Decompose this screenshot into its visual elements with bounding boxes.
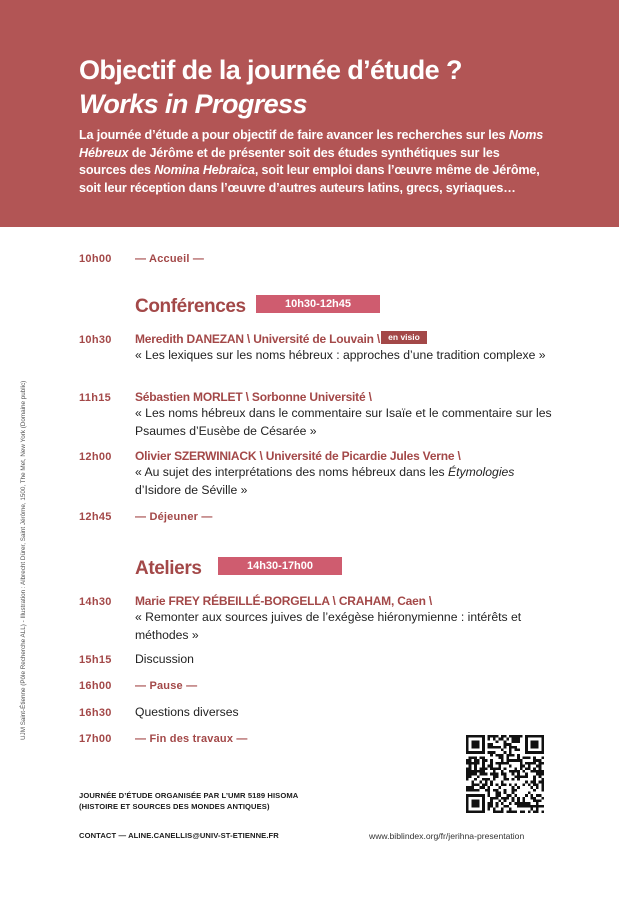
time-lunch: 12h45 (79, 511, 112, 523)
talk-conference-2: « Les noms hébreux dans le commentaire sur Isaïe et le commentaire sur les Psaumes d’Eusèbe de Césarée » (135, 406, 552, 438)
section-title-ateliers: Ateliers (135, 558, 202, 579)
time-discussion: 15h15 (79, 654, 112, 666)
speaker-conference-1: Meredith DANEZAN \ Université de Louvain \ (135, 332, 380, 346)
time-questions: 16h30 (79, 707, 112, 719)
speaker-conference-3: Olivier SZERWINIACK \ Université de Picardie Jules Verne \ (135, 449, 461, 463)
section-title-conferences: Conférences (135, 296, 246, 317)
page-title: Objectif de la journée d’étude ? (79, 55, 462, 85)
qr-code-icon[interactable] (466, 735, 544, 813)
organizer-line-1: JOURNÉE D’ÉTUDE ORGANISÉE PAR L’UMR 5189 HISOMA (79, 791, 299, 800)
time-end: 17h00 (79, 733, 112, 745)
accueil-label: — Accueil — (135, 253, 205, 265)
side-credit: UJM Saint-Étienne (Pôle Recherche ALL) - Illustration : Albrecht Dürer, Saint Jérôme, 1500, The Met, New York (Domaine public) (20, 380, 27, 740)
time-accueil: 10h00 (79, 253, 112, 265)
ateliers-hours-badge: 14h30-17h00 (218, 557, 342, 575)
end-label: — Fin des travaux — (135, 733, 248, 745)
organizer-line-2: (HISTOIRE ET SOURCES DES MONDES ANTIQUES) (79, 802, 270, 811)
talk-atelier-1: « Remonter aux sources juives de l’exégèse hiéronymienne : intérêts et méthodes » (135, 610, 522, 642)
questions-label: Questions diverses (135, 705, 239, 719)
intro-paragraph: La journée d’étude a pour objectif de faire avancer les recherches sur les Noms Hébreux de Jérôme et de présenter soit des études synthétiques sur les sources des Nomina Hebraica, soit leur emploi dans l’œuvre même de Jérôme, soit leur réception dans l’œuvre d’autres auteurs latins, grecs, syriaques… (79, 128, 544, 195)
talk-conference-3: « Au sujet des interprétations des noms hébreux dans les Étymologies d’Isidore de Séville » (135, 465, 515, 497)
speaker-conference-2: Sébastien MORLET \ Sorbonne Université \ (135, 390, 372, 404)
time-conference-3: 12h00 (79, 451, 112, 463)
time-pause: 16h00 (79, 680, 112, 692)
speaker-atelier-1: Marie FREY RÉBEILLÉ-BORGELLA \ CRAHAM, Caen \ (135, 594, 433, 608)
contact-line[interactable]: CONTACT — ALINE.CANELLIS@UNIV-ST-ETIENNE.FR (79, 831, 279, 840)
talk-conference-1: « Les lexiques sur les noms hébreux : approches d’une tradition complexe » (135, 348, 546, 362)
lunch-label: — Déjeuner — (135, 511, 213, 523)
page-subtitle: Works in Progress (79, 89, 307, 119)
discussion-label: Discussion (135, 652, 194, 666)
time-conference-2: 11h15 (79, 392, 112, 404)
time-atelier-1: 14h30 (79, 596, 112, 608)
conferences-hours-badge: 10h30-12h45 (256, 295, 380, 313)
header-banner (0, 0, 619, 227)
visio-badge: en visio (381, 331, 427, 344)
time-conference-1: 10h30 (79, 334, 112, 346)
pause-label: — Pause — (135, 680, 198, 692)
website-link[interactable]: www.biblindex.org/fr/jerihna-presentation (369, 831, 525, 841)
